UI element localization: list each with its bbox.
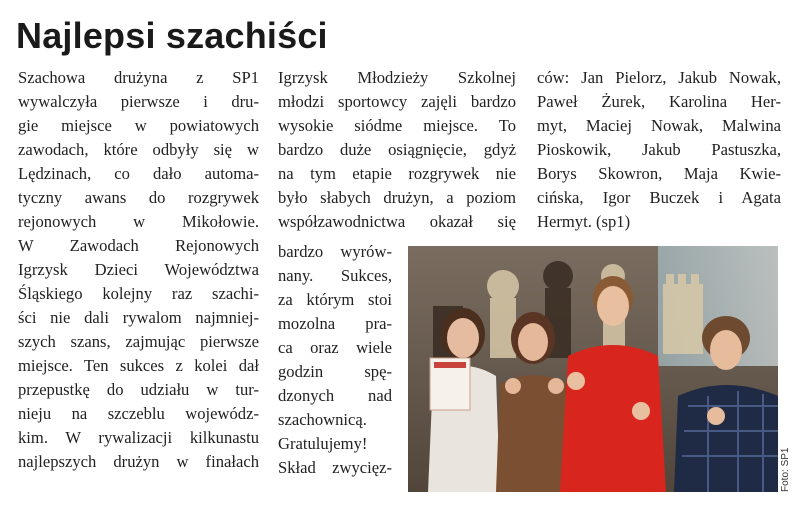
body-text-line: Śląskiego kolejny raz szachi- [18,284,259,303]
body-text-line: współzawodnictwa okazał się [278,212,516,231]
body-text-line: Skład zwycięz- [278,458,392,477]
body-text-line: Lędzinach, co dało automa- [18,164,259,183]
team-photo [408,246,778,492]
body-text-line: Igrzysk Dzieci Województwa [18,260,259,279]
body-text-line: Igrzysk Młodzieży Szkolnej [278,68,516,87]
body-text-line: Paweł Żurek, Karolina Her- [537,92,781,111]
body-text-line: najlepszych drużyn w finałach [18,452,259,471]
body-text-line: Szachowa drużyna z SP1 [18,68,259,87]
body-text-line: bardzo wyrów- [278,242,392,261]
body-text-line: bardzo duże osiągnięcie, gdyż [278,140,516,159]
body-text-line: Hermyt. (sp1) [537,212,631,231]
body-text-line: było słabych drużyn, a poziom [278,188,516,207]
body-text-line: ców: Jan Pielorz, Jakub Nowak, [537,68,781,87]
article-headline: Najlepsi szachiści [16,15,328,56]
body-text-line: nieju na szczeblu wojewódz- [18,404,259,423]
body-text-line: mozolna pra- [278,314,392,333]
body-text-line: Gratulujemy! [278,434,368,453]
photo-credit: Foto: SP1 [780,447,791,492]
body-text-line: za którym stoi [278,290,392,309]
body-text-line: wysokie siódme miejsce. To [278,116,516,135]
body-text-line: W Zawodach Rejonowych [18,236,259,255]
body-text-line: rejonowych w Mikołowie. [18,212,259,231]
body-text-line: nany. Sukces, [278,266,392,285]
body-text-line: Borys Skowron, Maja Kwie- [537,164,781,183]
body-text-line: na tym etapie rozgrywek nie [278,164,516,183]
body-text-line: miejsce. Ten sukces z kolei dał [18,356,259,375]
body-text-line: młodzi sportowcy zajęli bardzo [278,92,516,111]
body-text-line: kim. W rywalizacji kilkunastu [18,428,259,447]
body-text-line: szych szans, zajmując pierwsze [18,332,259,351]
body-text-line: cińska, Igor Buczek i Agata [537,188,781,207]
body-text-line: wywalczyła pierwsze i dru- [18,92,259,111]
body-text-line: szachownicą. [278,410,367,429]
body-text-line: tyczny awans do rozgrywek [18,188,259,207]
body-text-line: godzin spę- [278,362,392,381]
body-text-line: Pioskowik, Jakub Pastuszka, [537,140,781,159]
body-text-line: ści nie dali rywalom najmniej- [18,308,259,327]
body-text-line: zawodach, które odbyły się w [18,140,259,159]
body-text-line: ca oraz wiele [278,338,392,357]
body-text-line: dzonych nad [278,386,392,405]
body-text-line: przepustkę do udziału w tur- [18,380,259,399]
body-text-line: myt, Maciej Nowak, Malwina [537,116,781,135]
body-text-line: gie miejsce w powiatowych [18,116,259,135]
